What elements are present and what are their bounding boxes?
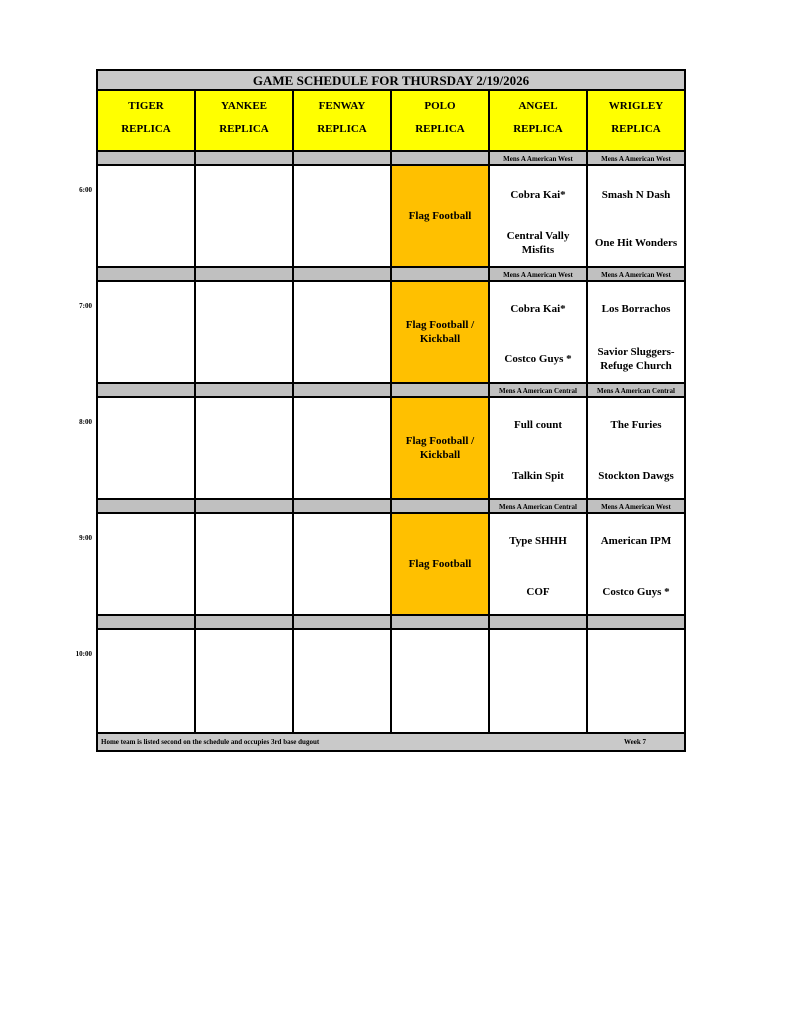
slot-cell-yankee [196, 282, 294, 384]
separator-cell [588, 616, 684, 630]
field-subtitle: REPLICA [219, 123, 269, 135]
separator-cell [196, 268, 294, 282]
home-team: Costco Guys * [504, 353, 572, 365]
field-header-tiger [98, 91, 196, 152]
activity-cell-polo [392, 282, 490, 384]
activity-cell-polo [392, 398, 490, 500]
away-team: American IPM [600, 535, 672, 547]
time-label-6pm: 6:00 [79, 186, 92, 194]
slot-cell-yankee [196, 166, 294, 268]
slot-cell-tiger [98, 398, 196, 500]
separator-cell [294, 384, 392, 398]
slot-cell-tiger [98, 282, 196, 384]
home-team: Central Vally Misfits [506, 230, 570, 256]
time-label-8pm: 8:00 [79, 418, 92, 426]
slot-cell-polo [392, 630, 490, 732]
field-name: FENWAY [318, 100, 366, 112]
field-subtitle: REPLICA [317, 123, 367, 135]
home-team: Costco Guys * [602, 586, 670, 598]
home-team: Stockton Dawgs [598, 470, 674, 482]
slot-cell-fenway [294, 630, 392, 732]
activity-label: Flag Football [408, 210, 472, 222]
game-cell-angel [490, 398, 588, 500]
home-team-note: Home team is listed second on the schedule and occupies 3rd base dugout [101, 738, 320, 746]
slot-cell-fenway [294, 398, 392, 500]
separator-cell [196, 384, 294, 398]
game-cell-wrigley [588, 398, 684, 500]
activity-cell-polo [392, 166, 490, 268]
separator-cell [392, 500, 490, 514]
time-label-10pm: 10:00 [75, 650, 92, 658]
time-label-9pm: 9:00 [79, 534, 92, 542]
separator-cell [196, 152, 294, 166]
away-team: Cobra Kai* [510, 189, 566, 201]
slot-cell-angel [490, 630, 588, 732]
away-team: Smash N Dash [601, 189, 671, 201]
time-label-7pm: 7:00 [79, 302, 92, 310]
game-cell-angel [490, 282, 588, 384]
division-label-angel: Mens A American Central [490, 384, 588, 398]
slot-cell-wrigley [588, 630, 684, 732]
separator-cell [294, 268, 392, 282]
division-label-wrigley: Mens A American Central [588, 384, 684, 398]
field-subtitle: REPLICA [611, 123, 661, 135]
separator-cell [98, 384, 196, 398]
week-label: Week 7 [624, 738, 646, 746]
separator-cell [392, 268, 490, 282]
game-cell-wrigley [588, 166, 684, 268]
division-label-wrigley: Mens A American West [588, 268, 684, 282]
separator-cell [98, 616, 196, 630]
activity-label: Flag Football [408, 558, 472, 570]
separator-cell [294, 500, 392, 514]
away-team: The Furies [610, 419, 662, 431]
separator-cell [98, 500, 196, 514]
away-team: Los Borrachos [601, 303, 671, 315]
field-name: WRIGLEY [608, 100, 664, 112]
slot-cell-fenway [294, 282, 392, 384]
game-cell-angel [490, 514, 588, 616]
field-name: TIGER [128, 100, 164, 112]
separator-cell [392, 616, 490, 630]
slot-cell-tiger [98, 630, 196, 732]
separator-cell [196, 500, 294, 514]
activity-cell-polo [392, 514, 490, 616]
division-label-wrigley: Mens A American West [588, 152, 684, 166]
separator-cell [392, 384, 490, 398]
field-name: POLO [424, 100, 456, 112]
separator-cell [392, 152, 490, 166]
schedule-title: GAME SCHEDULE FOR THURSDAY 2/19/2026 [98, 71, 684, 91]
away-team: Cobra Kai* [510, 303, 566, 315]
field-header-wrigley [588, 91, 684, 152]
schedule-table [96, 69, 686, 752]
field-subtitle: REPLICA [415, 123, 465, 135]
division-label-wrigley: Mens A American West [588, 500, 684, 514]
field-header-yankee [196, 91, 294, 152]
separator-cell [98, 152, 196, 166]
slot-cell-yankee [196, 514, 294, 616]
separator-cell [196, 616, 294, 630]
home-team: Talkin Spit [512, 470, 564, 482]
division-label-angel: Mens A American West [490, 152, 588, 166]
field-header-fenway [294, 91, 392, 152]
division-label-angel: Mens A American Central [490, 500, 588, 514]
away-team: Type SHHH [509, 535, 567, 547]
activity-label: Flag Football / Kickball [405, 435, 475, 461]
slot-cell-tiger [98, 166, 196, 268]
field-name: YANKEE [220, 100, 268, 112]
schedule-footer [98, 732, 684, 750]
slot-cell-fenway [294, 514, 392, 616]
slot-cell-yankee [196, 398, 294, 500]
division-label-angel: Mens A American West [490, 268, 588, 282]
field-subtitle: REPLICA [121, 123, 171, 135]
game-cell-wrigley [588, 282, 684, 384]
separator-cell [490, 616, 588, 630]
slot-cell-yankee [196, 630, 294, 732]
activity-label: Flag Football / Kickball [405, 319, 475, 345]
home-team: One Hit Wonders [594, 237, 678, 249]
field-header-angel [490, 91, 588, 152]
away-team: Full count [514, 419, 562, 431]
home-team: Savior Sluggers- Refuge Church [597, 346, 675, 372]
slot-cell-tiger [98, 514, 196, 616]
field-subtitle: REPLICA [513, 123, 563, 135]
field-header-polo [392, 91, 490, 152]
separator-cell [294, 616, 392, 630]
home-team: COF [526, 586, 550, 598]
separator-cell [294, 152, 392, 166]
slot-cell-fenway [294, 166, 392, 268]
game-cell-wrigley [588, 514, 684, 616]
separator-cell [98, 268, 196, 282]
field-name: ANGEL [518, 100, 558, 112]
game-cell-angel [490, 166, 588, 268]
